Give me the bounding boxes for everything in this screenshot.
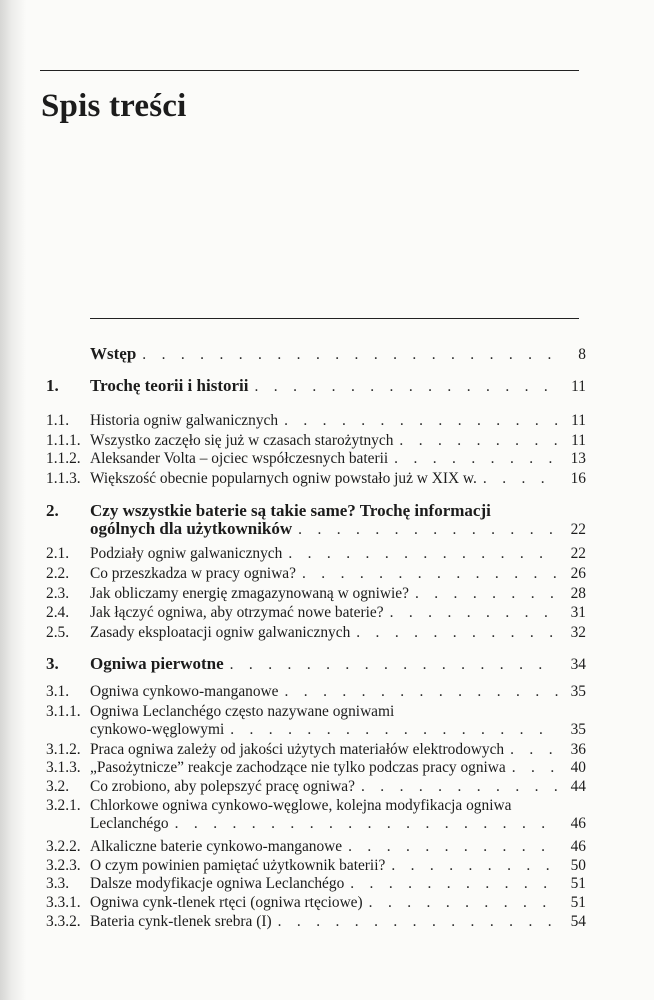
toc-entry-number: 2.3. (46, 585, 70, 602)
dot-leader (175, 815, 558, 833)
toc-entry-number: 3. (46, 654, 59, 673)
toc-entry-title-line: Chlorkowe ogniwa cynkowo-węglowe, kolejna modyfikacja ogniwa (90, 797, 512, 814)
dot-leader (288, 545, 558, 563)
toc-entry-page-number: 22 (570, 521, 586, 538)
toc-entry-number: 1.1.1. (46, 432, 81, 449)
toc-entry-number: 1. (46, 376, 59, 395)
toc-entry-title: Dalsze modyfikacje ogniwa Leclanchégo (90, 875, 345, 892)
toc-entry-page-number: 35 (570, 721, 586, 738)
toc-entry-number: 3.1. (46, 683, 70, 700)
toc-entry-page-number: 35 (570, 683, 586, 700)
toc-entry-title: Większość obecnie popularnych ogniw powstało już w XIX w. (90, 470, 477, 487)
toc-entry-title: Ogniwa cynk-tlenek rtęci (ogniwa rtęciowe) (90, 894, 363, 911)
dot-leader (230, 721, 558, 739)
dot-leader (230, 656, 558, 674)
toc-entry-number: 2.5. (46, 624, 70, 641)
toc-entry-title-line: Ogniwa Leclanchégo często nazywane ogniwami (90, 703, 395, 720)
toc-entry-title: Alkaliczne baterie cynkowo-manganowe (90, 838, 343, 855)
toc-entry-page-number: 46 (570, 838, 586, 855)
toc-entry-title: Co przeszkadza w pracy ogniwa? (90, 565, 296, 582)
toc-entry-page-number: 34 (570, 656, 586, 673)
dot-leader (356, 624, 558, 642)
toc-entry-number: 3.1.2. (46, 741, 81, 758)
toc-entry-title: ogólnych dla użytkowników (90, 519, 293, 538)
page-title: Spis treści (41, 88, 187, 124)
toc-entry-number: 3.3.2. (46, 913, 81, 930)
dot-leader (391, 857, 558, 875)
toc-entry-page-number: 11 (571, 432, 586, 449)
toc-entry-title: Ogniwa cynkowo-manganowe (90, 683, 279, 700)
toc-entry-page-number: 31 (570, 604, 586, 621)
toc-entry-page-number: 28 (570, 585, 586, 602)
dot-leader (302, 565, 558, 583)
toc-entry-page-number: 11 (571, 412, 586, 429)
dot-leader (510, 741, 558, 759)
toc-entry-page-number: 36 (570, 741, 586, 758)
toc-entry-page-number: 22 (570, 545, 586, 562)
toc-entry-number: 2.1. (46, 545, 70, 562)
toc-entry-title: „Pasożytnicze” reakcje zachodzące nie tylko podczas pracy ogniwa (90, 759, 506, 776)
page-edge-shadow (0, 0, 26, 1000)
toc-entry-number: 1.1.3. (46, 470, 81, 487)
toc-entry-title: Jak łączyć ogniwa, aby otrzymać nowe baterie? (90, 604, 384, 621)
toc-entry-title: Co zrobiono, aby polepszyć pracę ogniwa? (90, 778, 355, 795)
dot-leader (399, 432, 558, 450)
toc-entry-number: 3.2. (46, 778, 70, 795)
dot-leader (278, 913, 558, 931)
toc-entry-page-number: 44 (570, 778, 586, 795)
toc-entry-number: 2.4. (46, 604, 70, 621)
toc-entry-page-number: 51 (570, 894, 586, 911)
dot-leader (394, 450, 558, 468)
toc-entry-page-number: 8 (578, 346, 586, 363)
toc-entry-page-number: 16 (570, 470, 586, 487)
toc-entry-title: Wszystko zaczęło się już w czasach starożytnych (90, 432, 394, 449)
toc-entry-number: 1.1.2. (46, 450, 81, 467)
toc-entry-number: 3.1.3. (46, 759, 81, 776)
dot-leader (284, 412, 558, 430)
dot-leader (483, 470, 558, 488)
dot-leader (348, 838, 558, 856)
top-rule (40, 70, 579, 71)
toc-entry-page-number: 50 (570, 857, 586, 874)
toc-entry-number: 3.3. (46, 875, 70, 892)
toc-entry-number: 3.1.1. (46, 703, 81, 720)
toc-entry-page-number: 54 (570, 913, 586, 930)
toc-entry-title: Ogniwa pierwotne (90, 654, 224, 673)
toc-entry-title: Jak obliczamy energię zmagazynowaną w ogniwie? (90, 585, 409, 602)
toc-entry-title: Trochę teorii i historii (90, 376, 249, 395)
toc-entry-title: Podziały ogniw galwanicznych (90, 545, 283, 562)
toc-entry-title: Wstęp (90, 344, 137, 363)
toc-entry-page-number: 32 (570, 624, 586, 641)
toc-entry-page-number: 26 (570, 565, 586, 582)
dot-leader (512, 759, 558, 777)
toc-entry-number: 2.2. (46, 565, 70, 582)
toc-entry-number: 1.1. (46, 412, 70, 429)
toc-entry-page-number: 13 (570, 450, 586, 467)
toc-entry-title: Praca ogniwa zależy od jakości użytych materiałów elektrodowych (90, 741, 505, 758)
dot-leader (369, 894, 558, 912)
toc-entry-title: Aleksander Volta – ojciec współczesnych baterii (90, 450, 389, 467)
toc-entry-title: Zasady eksploatacji ogniw galwanicznych (90, 624, 351, 641)
dot-leader (142, 346, 558, 364)
toc-entry-page-number: 51 (570, 875, 586, 892)
toc-entry-page-number: 40 (570, 759, 586, 776)
toc-entry-title-line: Czy wszystkie baterie są takie same? Trochę informacji (90, 501, 491, 520)
toc-entry-title: Leclanchégo (90, 815, 169, 832)
dot-leader (298, 521, 558, 539)
dot-leader (415, 585, 558, 603)
dot-leader (361, 778, 558, 796)
toc-entry-number: 3.2.1. (46, 797, 81, 814)
toc-entry-number: 3.2.2. (46, 838, 81, 855)
toc-entry-number: 3.3.1. (46, 894, 81, 911)
dot-leader (350, 875, 558, 893)
toc-entry-page-number: 46 (570, 815, 586, 832)
toc-entry-number: 3.2.3. (46, 857, 81, 874)
toc-entry-title: Historia ogniw galwanicznych (90, 412, 279, 429)
toc-entry-title: Bateria cynk-tlenek srebra (I) (90, 913, 272, 930)
toc-entry-title: cynkowo-węglowymi (90, 721, 225, 738)
section-rule (90, 318, 579, 319)
dot-leader (284, 683, 558, 701)
toc-entry-title: O czym powinien pamiętać użytkownik baterii? (90, 857, 386, 874)
dot-leader (390, 604, 558, 622)
toc-entry-page-number: 11 (571, 378, 586, 395)
dot-leader (254, 378, 558, 396)
toc-entry-number: 2. (46, 501, 59, 520)
